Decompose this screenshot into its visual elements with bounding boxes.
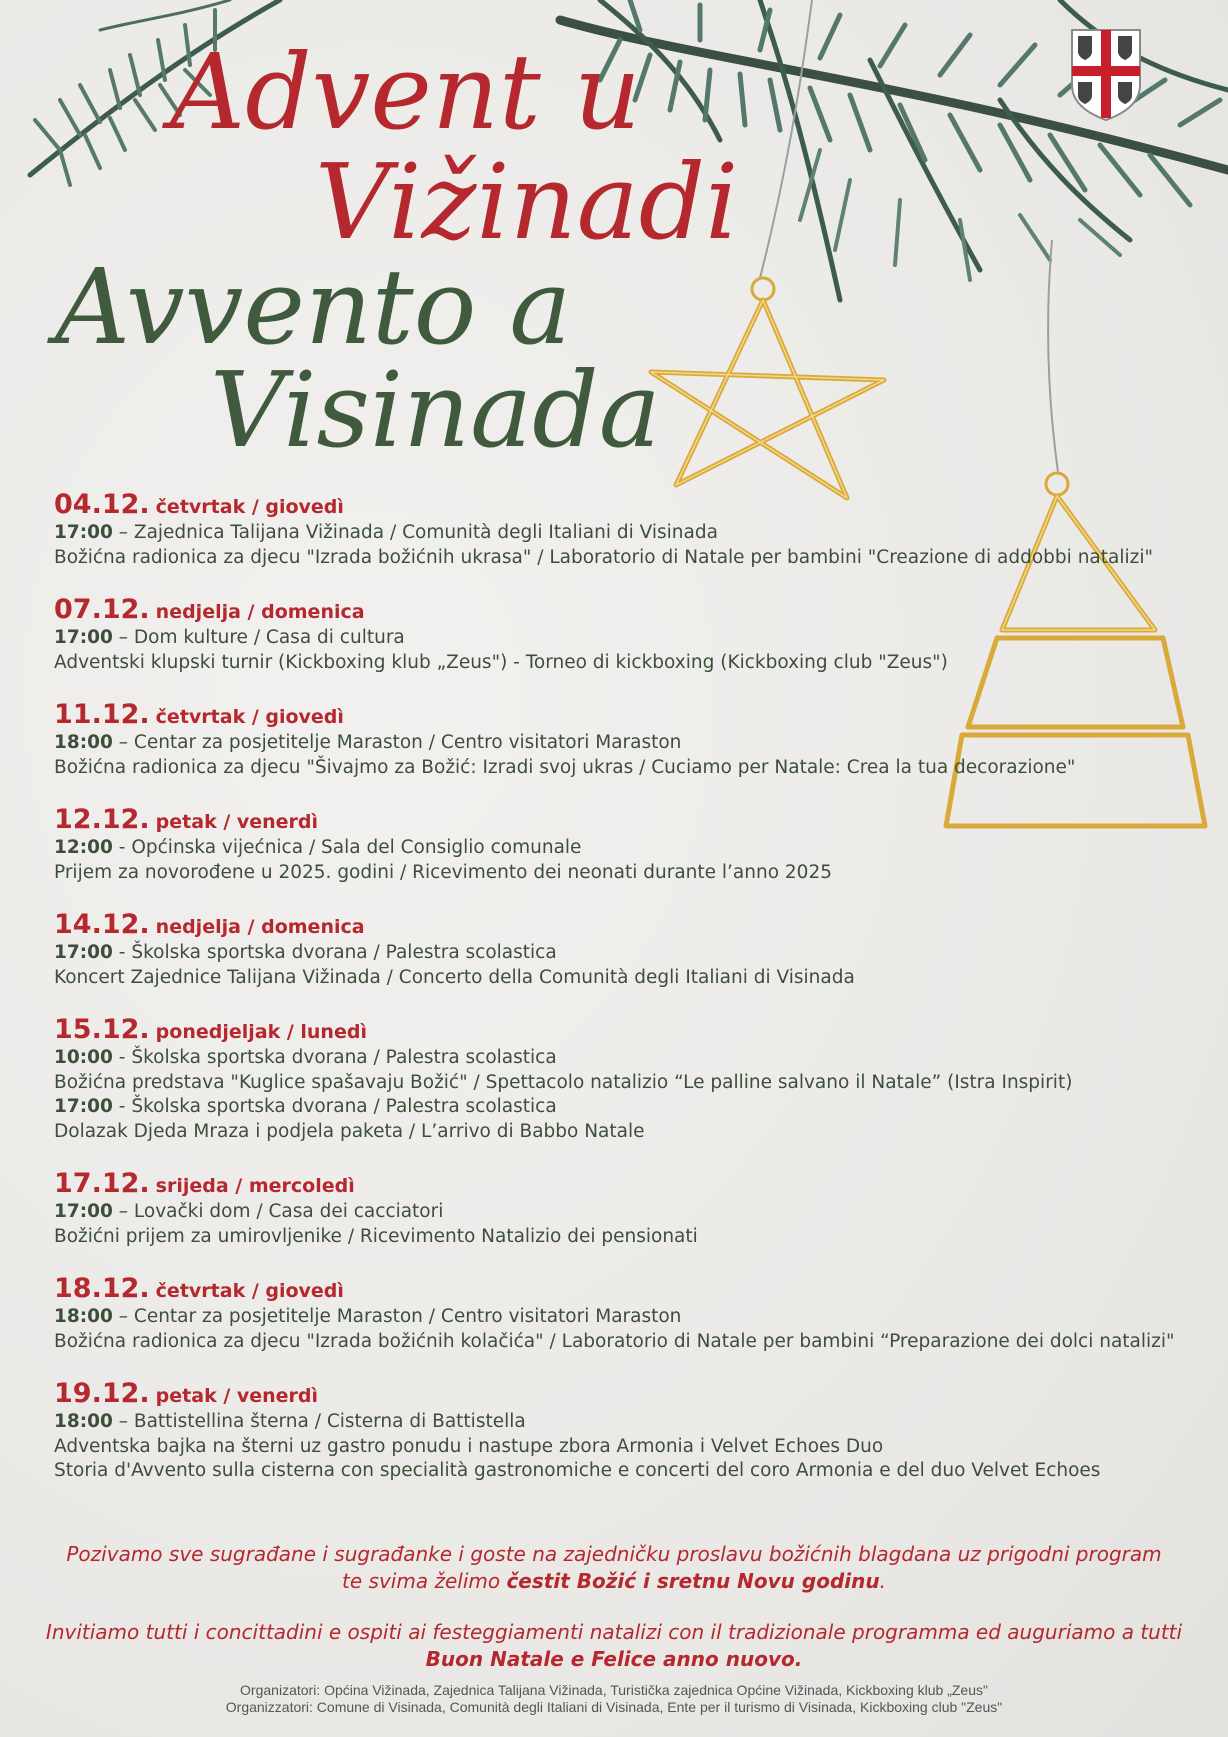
title-vizinadi: Vižinadi — [315, 141, 739, 263]
event-14-12 — [54, 909, 1214, 990]
closing-hr-greeting: čestit Božić i sretnu Novu godinu — [506, 1569, 880, 1593]
event-07-12 — [54, 594, 1214, 675]
event-venue: - Općinska vijećnica / Sala del Consiglio comunale — [112, 837, 582, 858]
event-day: četvrtak / giovedì — [155, 706, 344, 728]
organizers — [0, 1682, 1228, 1716]
event-venue: – Centar za posjetitelje Maraston / Centro visitatori Maraston — [112, 732, 682, 753]
event-list — [54, 489, 1214, 1508]
event-venue: – Dom kulture / Casa di cultura — [112, 627, 405, 648]
event-time: 18:00 — [54, 1306, 113, 1327]
closing-hr-line2-post: . — [879, 1569, 886, 1593]
event-description: Božićna radionica za djecu "Izrada božićnih ukrasa" / Laboratorio di Natale per bambini "Creazione di addobbi natalizi" — [54, 546, 1153, 568]
event-18-12 — [54, 1273, 1214, 1354]
event-day: petak / venerdì — [155, 811, 319, 833]
event-time: 17:00 — [54, 942, 113, 963]
event-date: 04.12. — [54, 489, 150, 520]
event-description: Koncert Zajednice Talijana Vižinada / Concerto della Comunità degli Italiani di Visinada — [54, 966, 855, 988]
event-date: 15.12. — [54, 1014, 150, 1045]
event-day: srijeda / mercoledì — [155, 1175, 355, 1197]
event-day: petak / venerdì — [155, 1385, 319, 1407]
closing-message-hr — [0, 1541, 1228, 1595]
event-description: Prijem za novorođene u 2025. godini / Ricevimento dei neonati durante l’anno 2025 — [54, 861, 832, 883]
event-venue: – Lovački dom / Casa dei cacciatori — [112, 1201, 444, 1222]
event-time: 17:00 — [54, 627, 113, 648]
event-description: Adventska bajka na šterni uz gastro ponudu i nastupe zbora Armonia i Velvet Echoes Duo — [54, 1435, 884, 1457]
closing-it-line1: Invitiamo tutti i concittadini e ospiti ai festeggiamenti natalizi con il tradizionale programma ed auguriamo a tutti — [45, 1620, 1183, 1644]
event-date: 07.12. — [54, 594, 150, 625]
closing-hr-line1: Pozivamo sve sugrađane i sugrađanke i goste na zajedničku proslavu božićnih blagdana uz prigodni program — [66, 1542, 1162, 1566]
event-date: 12.12. — [54, 804, 150, 835]
event-15-12 — [54, 1014, 1214, 1144]
event-venue: – Zajednica Talijana Vižinada / Comunità degli Italiani di Visinada — [112, 522, 718, 543]
event-day: ponedjeljak / lunedì — [155, 1021, 367, 1043]
event-venue: – Battistellina šterna / Cisterna di Battistella — [112, 1411, 526, 1432]
closing-hr-line2-pre: te svima želimo — [342, 1569, 507, 1593]
title-advent-u: Advent u — [170, 31, 641, 153]
organizers-hr: Organizatori: Općina Vižinada, Zajednica Talijana Vižinada, Turistička zajednica Općine Vižinada, Kickboxing klub „Zeus" — [240, 1682, 988, 1698]
event-venue: - Školska sportska dvorana / Palestra scolastica — [112, 1096, 557, 1117]
closing-it-greeting: Buon Natale e Felice anno nuovo. — [425, 1647, 803, 1671]
event-description: Božićni prijem za umirovljenike / Ricevimento Natalizio dei pensionati — [54, 1225, 698, 1247]
event-date: 17.12. — [54, 1168, 150, 1199]
event-venue: - Školska sportska dvorana / Palestra scolastica — [112, 1047, 557, 1068]
event-description: Božićna radionica za djecu "Šivajmo za Božić: Izradi svoj ukras / Cuciamo per Natale: Crea la tua decorazione" — [54, 756, 1076, 778]
event-date: 14.12. — [54, 909, 150, 940]
event-19-12 — [54, 1378, 1214, 1484]
event-day: četvrtak / giovedì — [155, 496, 344, 518]
coat-of-arms-icon — [1072, 30, 1140, 120]
event-description: Storia d'Avvento sulla cisterna con specialità gastronomiche e concerti del coro Armonia e del duo Velvet Echoes — [54, 1460, 1101, 1481]
closing-message-it — [0, 1619, 1228, 1673]
event-description: Adventski klupski turnir (Kickboxing klub „Zeus") - Torneo di kickboxing (Kickboxing club "Zeus") — [54, 651, 948, 673]
event-time: 17:00 — [54, 1096, 113, 1117]
event-time: 17:00 — [54, 1201, 113, 1222]
event-date: 11.12. — [54, 699, 150, 730]
event-11-12 — [54, 699, 1214, 780]
event-description: Dolazak Djeda Mraza i podjela paketa / L’arrivo di Babbo Natale — [54, 1120, 645, 1142]
organizers-it: Organizzatori: Comune di Visinada, Comunità degli Italiani di Visinada, Ente per il turismo di Visinada, Kickboxing club "Zeus" — [225, 1699, 1003, 1715]
event-04-12 — [54, 489, 1214, 570]
event-time: 12:00 — [54, 837, 113, 858]
event-description: Božićna radionica za djecu "Izrada božićnih kolačića" / Laboratorio di Natale per bambini “Preparazione dei dolci natalizi" — [54, 1330, 1175, 1352]
event-day: nedjelja / domenica — [155, 916, 365, 938]
event-description: Božićna predstava "Kuglice spašavaju Božić" / Spettacolo natalizio “Le palline salvano il Natale” (Istra Inspirit) — [54, 1071, 1073, 1093]
event-time: 18:00 — [54, 1411, 113, 1432]
event-time: 10:00 — [54, 1047, 113, 1068]
event-venue: - Školska sportska dvorana / Palestra scolastica — [112, 942, 557, 963]
event-date: 19.12. — [54, 1378, 150, 1409]
event-12-12 — [54, 804, 1214, 885]
event-day: četvrtak / giovedì — [155, 1280, 344, 1302]
event-day: nedjelja / domenica — [155, 601, 365, 623]
event-date: 18.12. — [54, 1273, 150, 1304]
event-time: 17:00 — [54, 522, 113, 543]
title-avvento-a: Avvento a — [55, 246, 572, 368]
event-venue: – Centar za posjetitelje Maraston / Centro visitatori Maraston — [112, 1306, 682, 1327]
event-time: 18:00 — [54, 732, 113, 753]
event-17-12 — [54, 1168, 1214, 1249]
title-visinada: Visinada — [210, 349, 661, 471]
